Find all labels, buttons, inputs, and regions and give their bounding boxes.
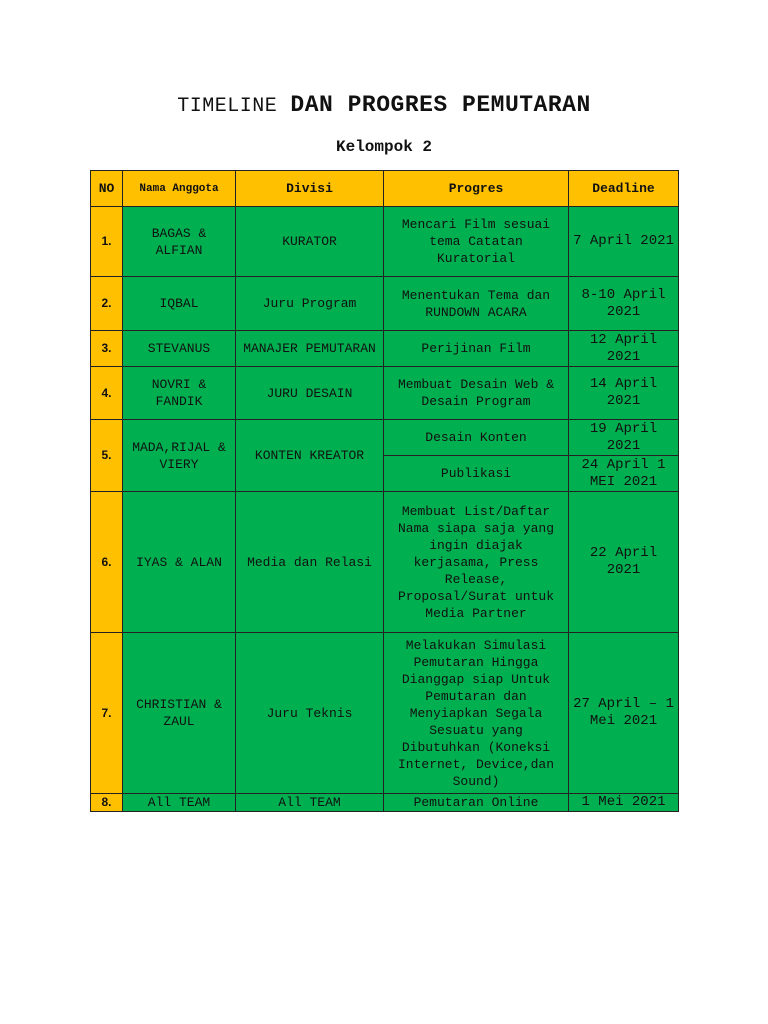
row-deadline: 27 April – 1 Mei 2021 <box>569 633 679 794</box>
row-deadline: 14 April 2021 <box>569 367 679 420</box>
row-divisi: MANAJER PEMUTARAN <box>236 331 384 367</box>
row-deadline: 8-10 April 2021 <box>569 277 679 331</box>
table-row <box>91 420 679 456</box>
row-progres: Melakukan Simulasi Pemutaran Hingga Dianggap siap Untuk Pemutaran dan Menyiapkan Segala Sesuatu yang Dibutuhkan (Koneksi Internet, Device,dan Sound) <box>384 633 569 794</box>
row-deadline: 1 Mei 2021 <box>569 794 679 812</box>
row-divisi: Media dan Relasi <box>236 492 384 633</box>
row-number: 3. <box>91 331 123 367</box>
header-anggota: Nama Anggota <box>123 171 236 207</box>
row-progres: Mencari Film sesuai tema Catatan Kuratorial <box>384 207 569 277</box>
table-row <box>91 207 679 277</box>
row-progres: Menentukan Tema dan RUNDOWN ACARA <box>384 277 569 331</box>
title-part-2: DAN PROGRES PEMUTARAN <box>290 92 591 118</box>
table-row <box>91 367 679 420</box>
row-anggota: IQBAL <box>123 277 236 331</box>
header-deadline: Deadline <box>569 171 679 207</box>
row-anggota: All TEAM <box>123 794 236 812</box>
row-anggota: BAGAS & ALFIAN <box>123 207 236 277</box>
row-divisi: All TEAM <box>236 794 384 812</box>
header-progres: Progres <box>384 171 569 207</box>
row-anggota: MADA,RIJAL & VIERY <box>123 420 236 492</box>
row-deadline: 19 April 2021 <box>569 420 679 456</box>
row-progres: Membuat Desain Web & Desain Program <box>384 367 569 420</box>
timeline-table <box>90 170 679 812</box>
row-anggota: STEVANUS <box>123 331 236 367</box>
row-number: 2. <box>91 277 123 331</box>
row-number: 4. <box>91 367 123 420</box>
row-progres: Desain Konten <box>384 420 569 456</box>
table-row <box>91 277 679 331</box>
table-row <box>91 492 679 633</box>
page-title <box>0 92 768 118</box>
row-progres: Pemutaran Online <box>384 794 569 812</box>
table-row <box>91 633 679 794</box>
row-deadline: 7 April 2021 <box>569 207 679 277</box>
row-number: 6. <box>91 492 123 633</box>
row-progres: Perijinan Film <box>384 331 569 367</box>
row-divisi: KURATOR <box>236 207 384 277</box>
row-anggota: IYAS & ALAN <box>123 492 236 633</box>
page-subtitle: Kelompok 2 <box>335 138 432 156</box>
header-no: NO <box>91 171 123 207</box>
row-deadline: 22 April 2021 <box>569 492 679 633</box>
table-header-row <box>91 171 679 207</box>
row-deadline: 24 April 1 MEI 2021 <box>569 456 679 492</box>
row-divisi: Juru Program <box>236 277 384 331</box>
row-progres: Membuat List/Daftar Nama siapa saja yang ingin diajak kerjasama, Press Release, Proposal/Surat untuk Media Partner <box>384 492 569 633</box>
row-divisi: KONTEN KREATOR <box>236 420 384 492</box>
row-number: 1. <box>91 207 123 277</box>
row-anggota: CHRISTIAN & ZAUL <box>123 633 236 794</box>
row-anggota: NOVRI & FANDIK <box>123 367 236 420</box>
table-row <box>91 331 679 367</box>
row-number: 7. <box>91 633 123 794</box>
row-progres: Publikasi <box>384 456 569 492</box>
header-divisi: Divisi <box>236 171 384 207</box>
title-part-1: TIMELINE <box>177 95 278 118</box>
row-number: 5. <box>91 420 123 492</box>
row-divisi: Juru Teknis <box>236 633 384 794</box>
row-divisi: JURU DESAIN <box>236 367 384 420</box>
row-number: 8. <box>91 794 123 812</box>
row-deadline: 12 April 2021 <box>569 331 679 367</box>
table-row <box>91 794 679 812</box>
